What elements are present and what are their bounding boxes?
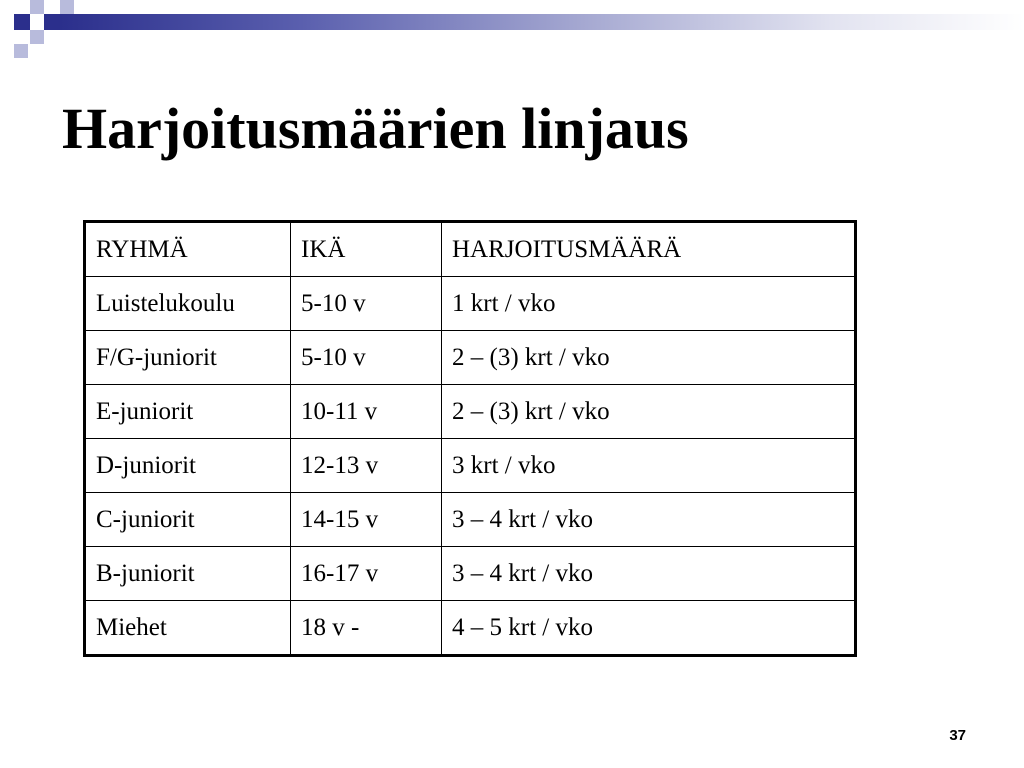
table-row [85,439,856,493]
deco-square [14,14,30,30]
deco-square [60,0,74,14]
group-cell: Miehet [85,601,291,656]
training-table [83,220,857,657]
deco-square [44,14,60,30]
slide-title: Harjoitusmäärien linjaus [62,96,689,161]
amount-cell: 4 – 5 krt / vko [442,601,856,656]
deco-square [30,0,44,14]
amount-cell: 3 krt / vko [442,439,856,493]
table-row [85,385,856,439]
group-cell: F/G-juniorit [85,331,291,385]
age-cell: 12-13 v [291,439,442,493]
column-header-age: IKÄ [291,222,442,277]
group-cell: Luistelukoulu [85,277,291,331]
group-cell: B-juniorit [85,547,291,601]
deco-square [14,44,28,58]
table-row [85,547,856,601]
amount-cell: 3 – 4 krt / vko [442,547,856,601]
header-gradient-band [60,14,1024,30]
page-number: 37 [949,727,966,744]
amount-cell: 3 – 4 krt / vko [442,493,856,547]
column-header-group: RYHMÄ [85,222,291,277]
age-cell: 5-10 v [291,331,442,385]
table-row [85,277,856,331]
table-row [85,601,856,656]
amount-cell: 2 – (3) krt / vko [442,385,856,439]
age-cell: 10-11 v [291,385,442,439]
age-cell: 16-17 v [291,547,442,601]
table-header-row [85,222,856,277]
age-cell: 18 v - [291,601,442,656]
column-header-training-amount: HARJOITUSMÄÄRÄ [442,222,856,277]
table-row [85,493,856,547]
amount-cell: 2 – (3) krt / vko [442,331,856,385]
decorative-squares [0,0,80,64]
age-cell: 14-15 v [291,493,442,547]
table-row [85,331,856,385]
age-cell: 5-10 v [291,277,442,331]
group-cell: C-juniorit [85,493,291,547]
deco-square [30,30,44,44]
group-cell: E-juniorit [85,385,291,439]
group-cell: D-juniorit [85,439,291,493]
amount-cell: 1 krt / vko [442,277,856,331]
